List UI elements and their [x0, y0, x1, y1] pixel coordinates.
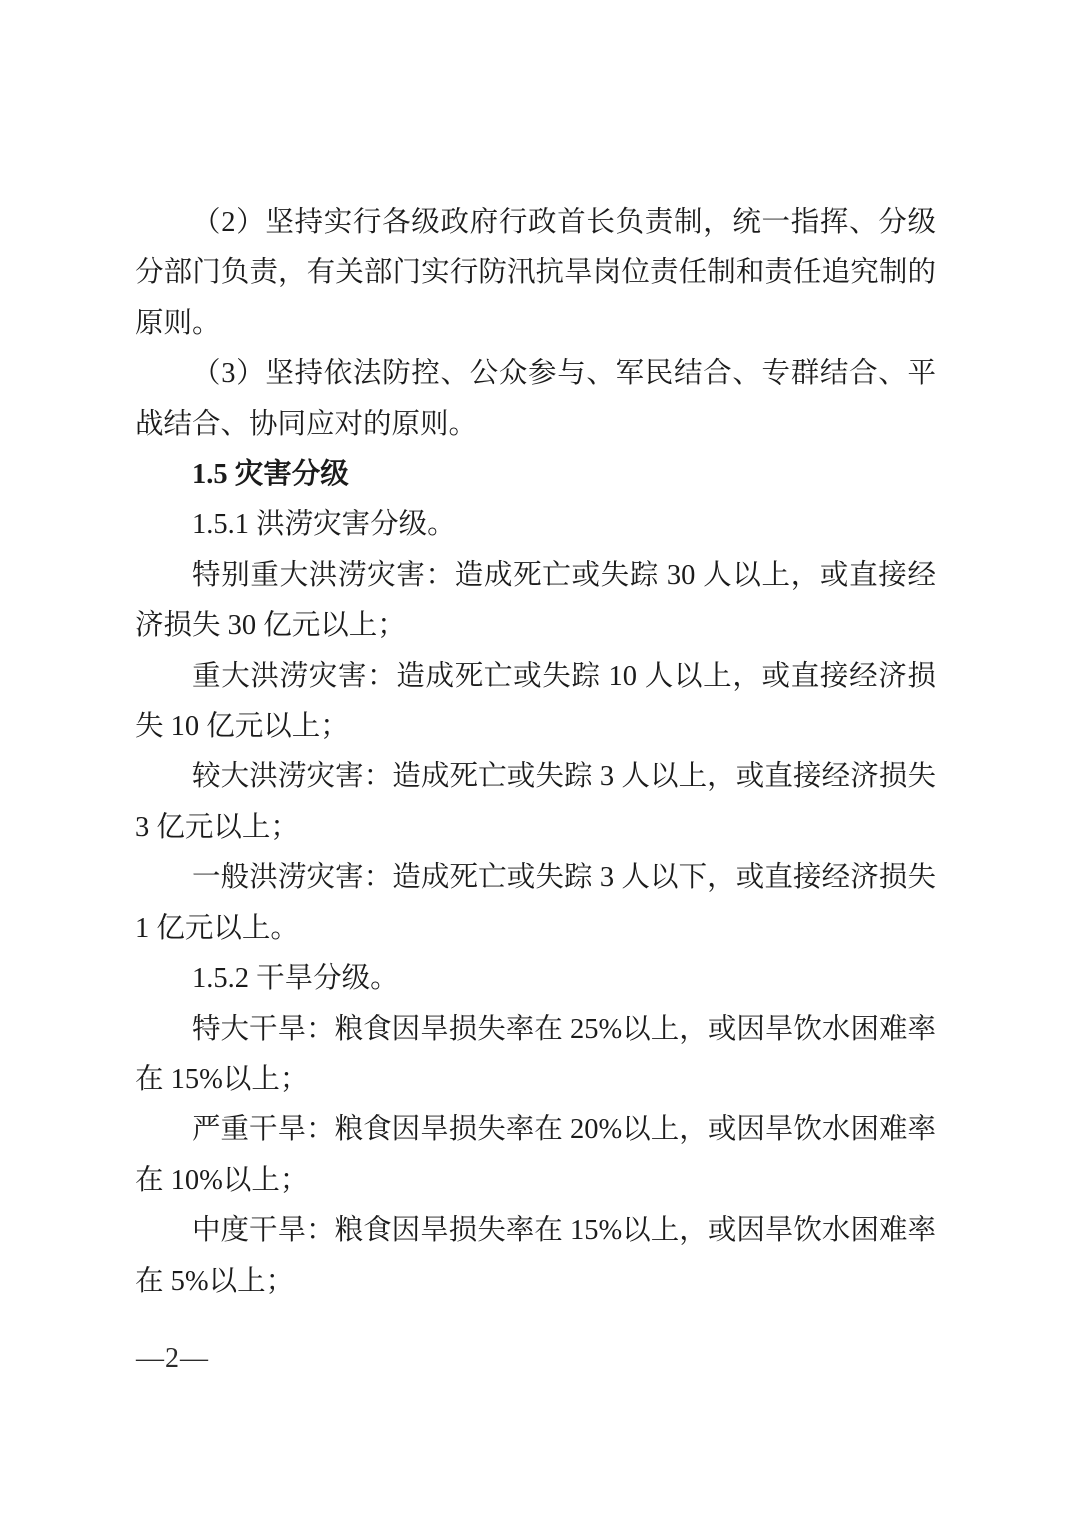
- paragraph-flood-general: 一般洪涝灾害：造成死亡或失踪 3 人以下，或直接经济损失 1 亿元以上。: [135, 862, 936, 944]
- paragraph-principle-2: （2）坚持实行各级政府行政首长负责制，统一指挥、分级分部门负责，有关部门实行防汛抗旱岗位责任制和责任追究制的原则。: [135, 207, 936, 339]
- paragraph-principle-3: （3）坚持依法防控、公众参与、军民结合、专群结合、平战结合、协同应对的原则。: [135, 358, 936, 440]
- paragraph-drought-extreme: 特大干旱：粮食因旱损失率在 25%以上，或因旱饮水困难率在 15%以上；: [135, 1013, 936, 1095]
- subsection-heading-1-5-2: 1.5.2 干旱分级。: [192, 963, 399, 995]
- section-heading-1-5: 1.5 灾害分级: [192, 459, 349, 491]
- paragraph-drought-moderate: 中度干旱：粮食因旱损失率在 15%以上，或因旱饮水困难率在 5%以上；: [135, 1215, 936, 1297]
- paragraph-flood-large: 较大洪涝灾害：造成死亡或失踪 3 人以上，或直接经济损失 3 亿元以上；: [135, 761, 936, 843]
- paragraph-drought-severe: 严重干旱：粮食因旱损失率在 20%以上，或因旱饮水困难率在 10%以上；: [135, 1114, 936, 1196]
- subsection-heading-1-5-1: 1.5.1 洪涝灾害分级。: [192, 509, 456, 541]
- paragraph-flood-extreme: 特别重大洪涝灾害：造成死亡或失踪 30 人以上，或直接经济损失 30 亿元以上；: [135, 559, 936, 642]
- page-number: —2—: [136, 1343, 209, 1374]
- document-body: [135, 198, 936, 1307]
- paragraph-flood-major: 重大洪涝灾害：造成死亡或失踪 10 人以上，或直接经济损失 10 亿元以上；: [135, 660, 936, 743]
